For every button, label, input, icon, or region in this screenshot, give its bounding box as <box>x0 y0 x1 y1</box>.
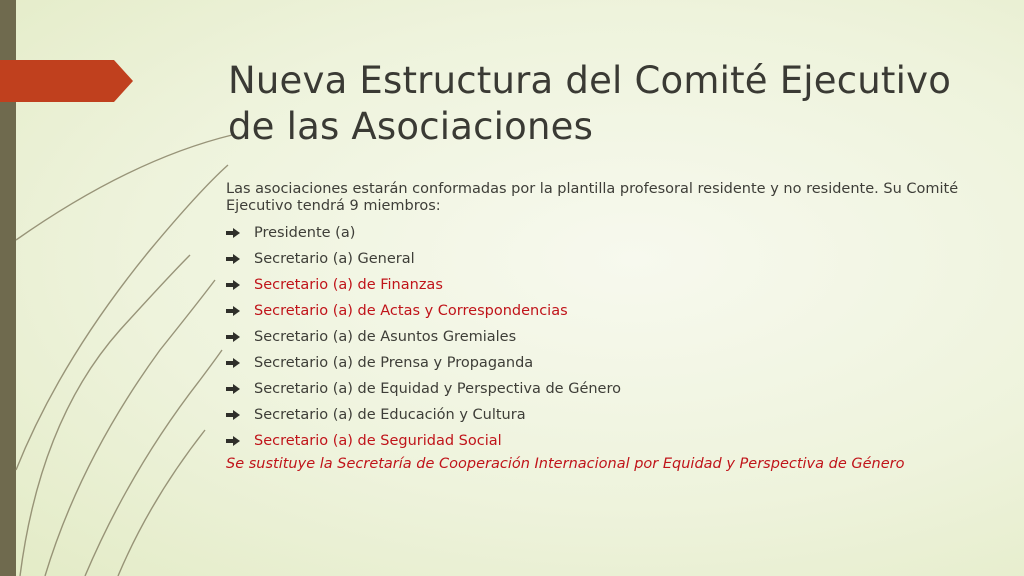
right-arrow-bullet-icon <box>226 228 254 238</box>
list-item <box>226 428 996 454</box>
right-arrow-bullet-icon <box>226 254 254 264</box>
list-item <box>226 350 996 376</box>
member-label: Secretario (a) de Prensa y Propaganda <box>254 355 534 371</box>
right-arrow-bullet-icon <box>226 332 254 342</box>
member-label: Secretario (a) de Equidad y Perspectiva de Género <box>254 381 621 397</box>
committee-member-list <box>226 220 996 454</box>
list-item <box>226 246 996 272</box>
right-arrow-bullet-icon <box>226 384 254 394</box>
intro-paragraph: Las asociaciones estarán conformadas por la plantilla profesoral residente y no residente. Su Comité Ejecutivo tendrá 9 miembros: <box>226 181 959 214</box>
list-item <box>226 220 996 246</box>
member-label: Secretario (a) de Asuntos Gremiales <box>254 329 517 345</box>
slide-body <box>226 181 996 473</box>
right-arrow-bullet-icon <box>226 280 254 290</box>
right-arrow-bullet-icon <box>226 436 254 446</box>
right-arrow-bullet-icon <box>226 306 254 316</box>
footnote-note: Se sustituye la Secretaría de Cooperación Internacional por Equidad y Perspectiva de Género <box>226 456 905 472</box>
title-accent-flag <box>0 60 133 102</box>
list-item <box>226 272 996 298</box>
member-label: Secretario (a) de Actas y Correspondencias <box>254 303 568 319</box>
list-item <box>226 324 996 350</box>
list-item <box>226 376 996 402</box>
member-label: Secretario (a) de Seguridad Social <box>254 433 502 449</box>
member-label: Presidente (a) <box>254 225 356 241</box>
member-label: Secretario (a) General <box>254 251 415 267</box>
list-item <box>226 298 996 324</box>
member-label: Secretario (a) de Educación y Cultura <box>254 407 526 423</box>
right-arrow-bullet-icon <box>226 410 254 420</box>
member-label: Secretario (a) de Finanzas <box>254 277 443 293</box>
right-arrow-bullet-icon <box>226 358 254 368</box>
list-item <box>226 402 996 428</box>
slide-title: Nueva Estructura del Comité Ejecutivo de las Asociaciones <box>228 59 952 148</box>
